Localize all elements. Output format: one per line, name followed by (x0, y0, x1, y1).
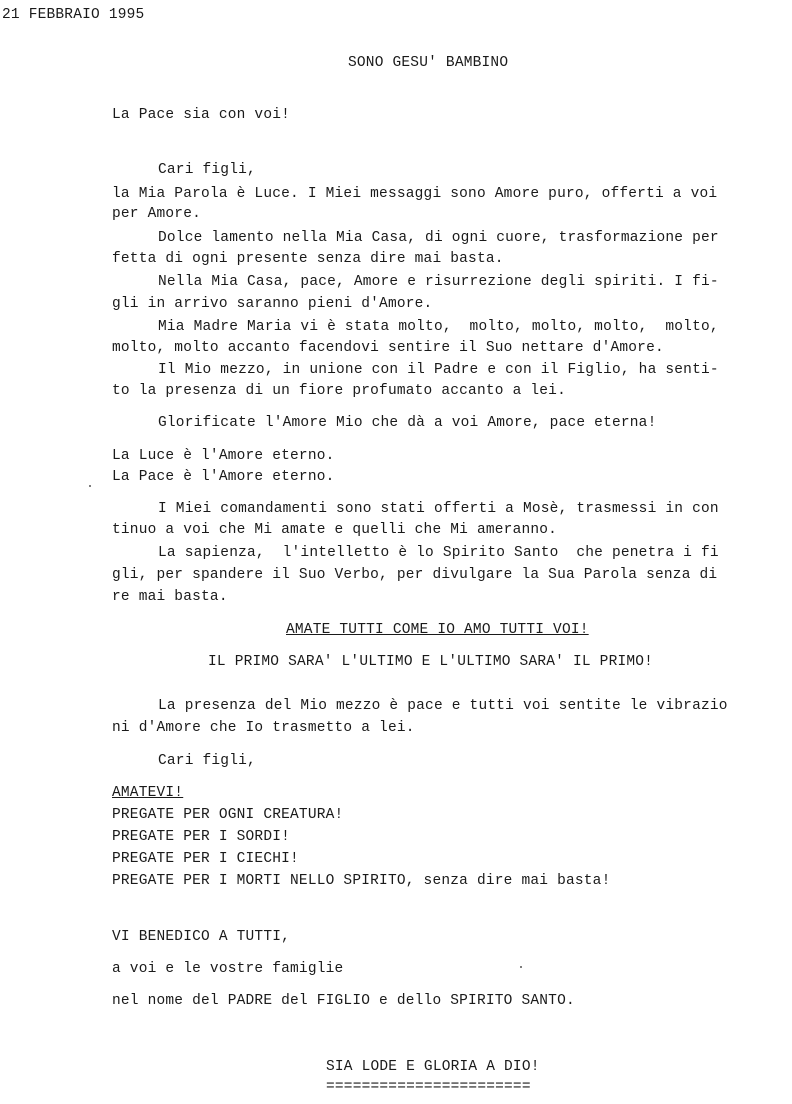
paragraph-6-line-2: tinuo a voi che Mi amate e quelli che Mi ameranno. (112, 522, 558, 538)
paragraph-3-line-1: Nella Mia Casa, pace, Amore e risurrezione degli spiriti. I fi- (158, 274, 719, 290)
stray-mark (520, 966, 522, 968)
primo-heading: IL PRIMO SARA' L'ULTIMO E L'ULTIMO SARA' IL PRIMO! (208, 654, 654, 670)
glorify-line: Glorificate l'Amore Mio che dà a voi Amore, pace eterna! (158, 415, 657, 431)
closing-praise: SIA LODE E GLORIA A DIO! (326, 1059, 540, 1075)
paragraph-7-line-1: La sapienza, l'intelletto è lo Spirito Santo che penetra i fi (158, 545, 719, 561)
paragraph-7-line-3: re mai basta. (112, 589, 228, 605)
salutation-2: Cari figli, (158, 753, 256, 769)
paragraph-5-line-1: Il Mio mezzo, in unione con il Padre e con il Figlio, ha senti- (158, 362, 719, 378)
paragraph-3-line-2: gli in arrivo saranno pieni d'Amore. (112, 296, 433, 312)
paragraph-1-line-2: per Amore. (112, 206, 202, 222)
paragraph-1-line-1: la Mia Parola è Luce. I Miei messaggi sono Amore puro, offerti a voi (112, 186, 718, 202)
date-line: 21 FEBBRAIO 1995 (2, 7, 145, 23)
luce-line: La Luce è l'Amore eterno. (112, 448, 335, 464)
greeting: La Pace sia con voi! (112, 107, 291, 123)
stray-mark (89, 485, 91, 487)
exhortation-amatevi: AMATEVI! (112, 785, 184, 801)
famiglie-line: a voi e le vostre famiglie (112, 961, 344, 977)
salutation: Cari figli, (158, 162, 256, 178)
paragraph-4-line-1: Mia Madre Maria vi è stata molto, molto, molto, molto, molto, (158, 319, 719, 335)
exhortation-sordi: PREGATE PER I SORDI! (112, 829, 291, 845)
benedico-line: VI BENEDICO A TUTTI, (112, 929, 291, 945)
nome-line: nel nome del PADRE del FIGLIO e dello SPIRITO SANTO. (112, 993, 575, 1009)
paragraph-8-line-2: ni d'Amore che Io trasmetto a lei. (112, 720, 415, 736)
closing-rule: ======================= (326, 1079, 531, 1095)
amate-heading: AMATE TUTTI COME IO AMO TUTTI VOI! (286, 622, 589, 638)
paragraph-6-line-1: I Miei comandamenti sono stati offerti a Mosè, trasmessi in con (158, 501, 719, 517)
paragraph-2-line-1: Dolce lamento nella Mia Casa, di ogni cuore, trasformazione per (158, 230, 719, 246)
page-title: SONO GESU' BAMBINO (348, 55, 509, 71)
pace-line: La Pace è l'Amore eterno. (112, 469, 335, 485)
paragraph-4-line-2: molto, molto accanto facendovi sentire il Suo nettare d'Amore. (112, 340, 664, 356)
paragraph-8-line-1: La presenza del Mio mezzo è pace e tutti voi sentite le vibrazio (158, 698, 728, 714)
exhortation-morti: PREGATE PER I MORTI NELLO SPIRITO, senza dire mai basta! (112, 873, 611, 889)
paragraph-5-line-2: to la presenza di un fiore profumato accanto a lei. (112, 383, 566, 399)
exhortation-ciechi: PREGATE PER I CIECHI! (112, 851, 299, 867)
paragraph-2-line-2: fetta di ogni presente senza dire mai basta. (112, 251, 504, 267)
paragraph-7-line-2: gli, per spandere il Suo Verbo, per divulgare la Sua Parola senza di (112, 567, 718, 583)
exhortation-creatura: PREGATE PER OGNI CREATURA! (112, 807, 344, 823)
